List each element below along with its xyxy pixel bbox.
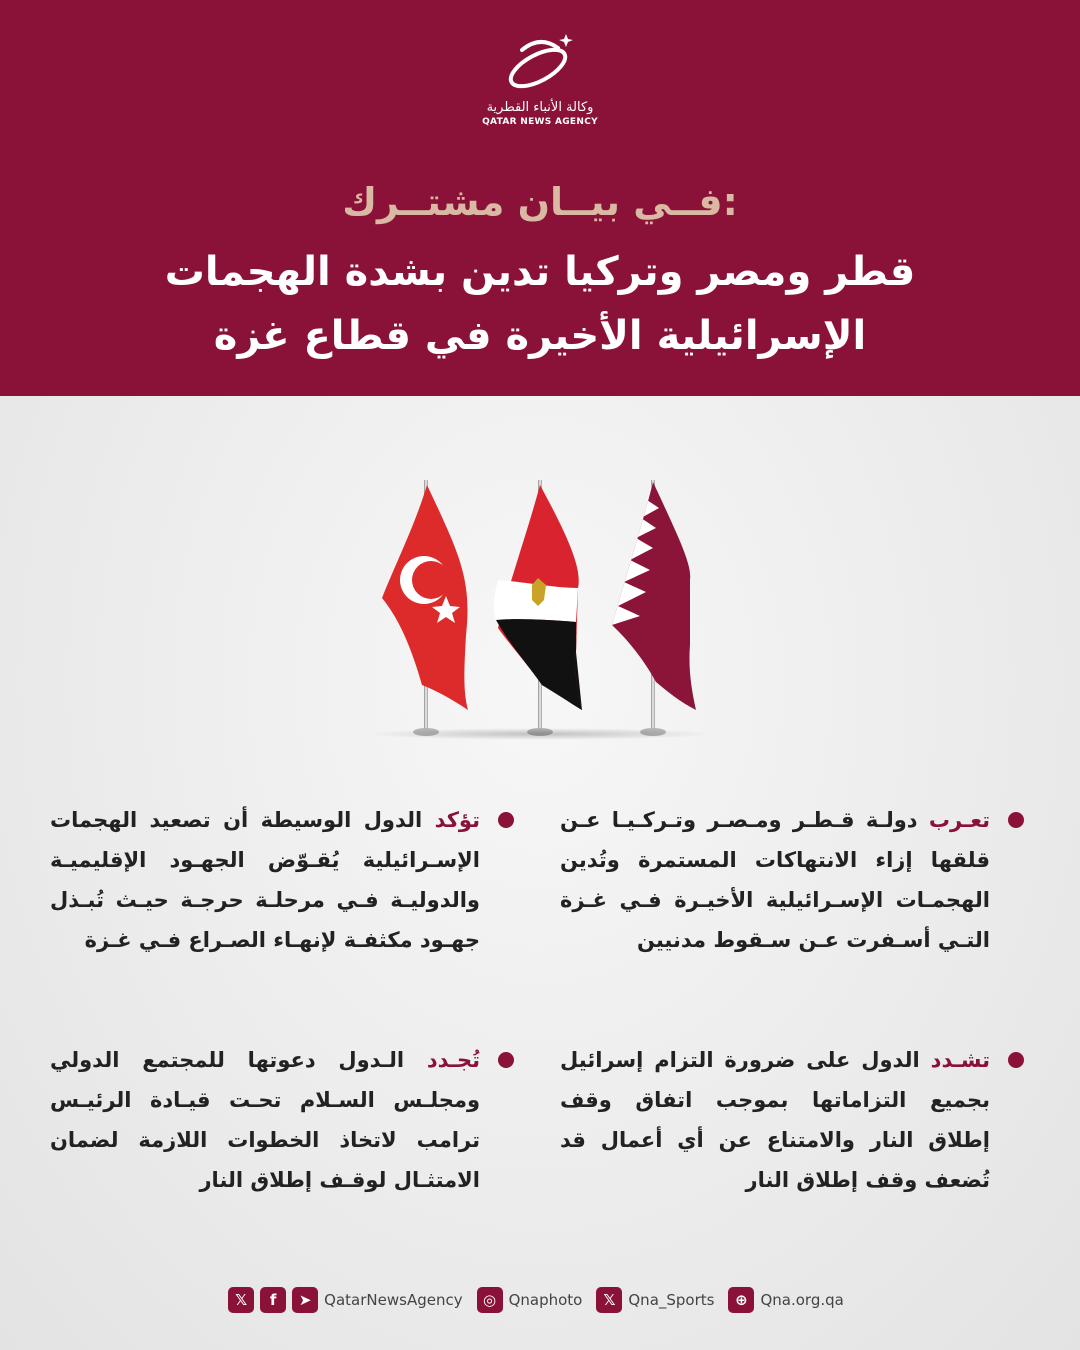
x-icon[interactable]: 𝕏 [596,1287,622,1313]
statement-body: الـدول دعوتها للمجتمع الدولي ومجلـس السـلام تحـت قيـادة الرئيـس ترامب لاتخاذ الخطوات اللازمة لضمان الامتثـال لوقـف إطلاق النار [50,1048,480,1192]
statement-block-1 [560,800,990,960]
website-link[interactable]: Qna.org.qa [760,1291,844,1309]
bullet-icon [1008,1052,1024,1068]
headline-line-2: الإسرائيلية الأخيرة في قطاع غزة [213,313,867,359]
statement-body: دولـة قـطـر ومـصـر وتـركـيـا عـن قلقها إزاء الانتهاكات المستمرة وتُدين الهجمـات الإسـرائيلية الأخيـرة فـي غـزة التـي أسـفرت عـن سـقوط مدنيين [560,808,990,952]
statement-keyword: تعـرب [928,808,990,832]
statement-text-2 [50,800,480,960]
headline-line-1: قطر ومصر وتركيا تدين بشدة الهجمات [164,249,916,295]
turkey-flag [382,480,468,736]
statement-text-3 [560,1040,990,1200]
globe-icon[interactable]: ⊕ [728,1287,754,1313]
qatar-flag [612,480,696,736]
header-banner [0,0,1080,396]
social-footer [0,1282,1080,1318]
statement-keyword: تُجـدد [426,1048,480,1072]
statement-keyword: تؤكد [434,808,480,832]
instagram-icon[interactable]: ◎ [477,1287,503,1313]
telegram-icon[interactable]: ➤ [292,1287,318,1313]
qna-logo-icon [500,30,580,98]
logo-text-arabic: وكالة الأنباء القطرية [486,100,594,115]
flags-illustration [360,470,720,750]
kicker-title: فــي بيــان مشتــرك: [342,180,738,224]
handle-qatarnewsagency[interactable]: QatarNewsAgency [324,1291,463,1309]
statement-text-1 [560,800,990,960]
headline [120,240,960,368]
facebook-icon[interactable]: f [260,1287,286,1313]
qna-logo [470,30,610,140]
egypt-flag [480,470,600,736]
handle-qnaphoto[interactable]: Qnaphoto [508,1291,583,1309]
handle-qna-sports[interactable]: Qna_Sports [628,1291,715,1309]
statement-block-4 [50,1040,480,1200]
statement-keyword: تشـدد [930,1048,991,1072]
bullet-icon [498,1052,514,1068]
statement-body: الدول على ضرورة التزام إسرائيل بجميع التزاماتها بموجب اتفاق وقف إطلاق النار والامتناع عن أي أعمال قد تُضعف وقف إطلاق النار [560,1048,990,1192]
statement-text-4 [50,1040,480,1200]
logo-text-english: QATAR NEWS AGENCY [482,117,598,127]
bullet-icon [1008,812,1024,828]
statement-block-2 [50,800,480,960]
bullet-icon [498,812,514,828]
x-icon[interactable]: 𝕏 [228,1287,254,1313]
statement-body: الدول الوسيطة أن تصعيد الهجمات الإسـرائيلية يُقـوّض الجهـود الإقليميـة والدوليـة فـي مرحلـة حرجـة حيـث تُبـذل جهـود مكثفـة لإنهـاء الصـراع فـي غـزة [50,808,480,952]
flags-shadow [365,728,715,740]
statement-block-3 [560,1040,990,1200]
